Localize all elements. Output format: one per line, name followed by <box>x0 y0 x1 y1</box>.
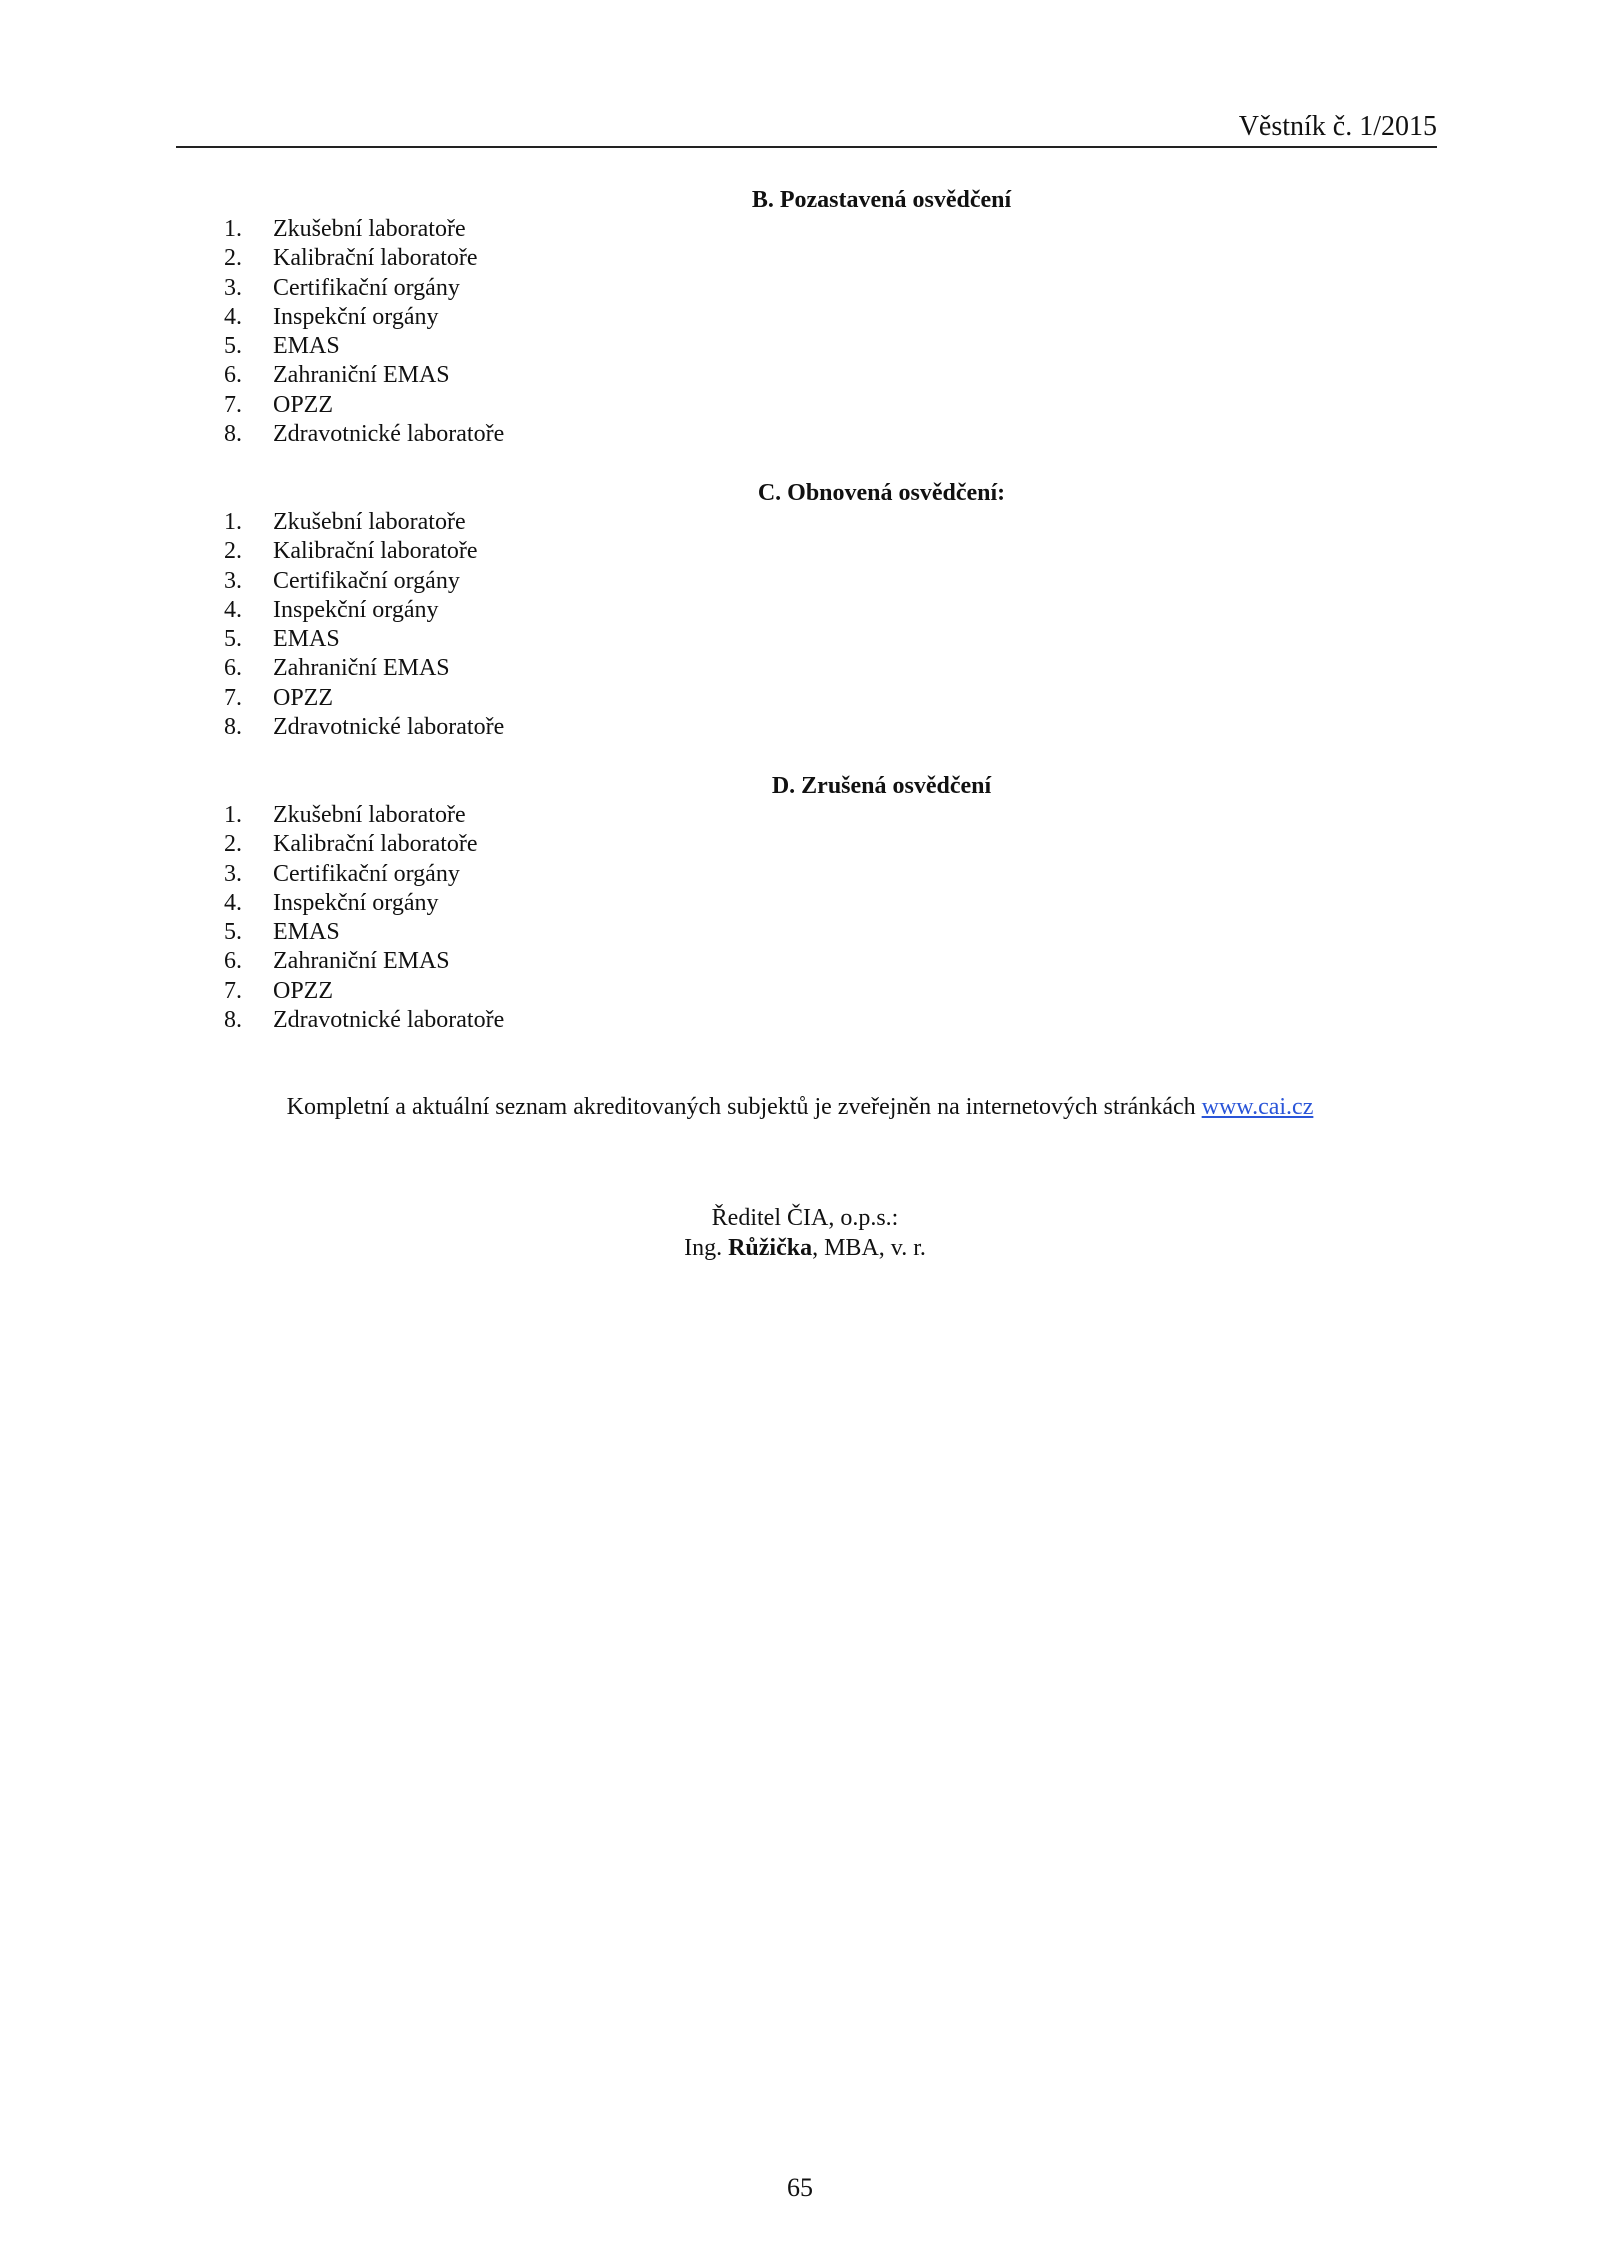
item-number: 5. <box>224 333 242 360</box>
list-item <box>176 654 1437 683</box>
item-number: 5. <box>224 626 242 653</box>
list-item <box>176 361 1437 390</box>
section-renewed <box>176 478 1437 742</box>
item-label: Certifikační orgány <box>273 567 460 594</box>
item-number: 2. <box>224 245 242 272</box>
cai-website-link[interactable]: www.cai.cz <box>1201 1094 1314 1120</box>
list-item <box>176 625 1437 654</box>
item-label: Zkušební laboratoře <box>273 509 466 535</box>
item-label: Zahraniční EMAS <box>273 655 450 682</box>
list-item <box>176 420 1437 449</box>
list-item <box>176 391 1437 420</box>
list-item <box>176 274 1437 303</box>
item-number: 7. <box>224 684 242 711</box>
item-number: 2. <box>224 831 242 858</box>
item-number: 1. <box>224 216 242 242</box>
item-number: 8. <box>224 714 242 741</box>
list-item <box>176 947 1437 976</box>
item-number: 4. <box>224 303 242 330</box>
item-label: Zdravotnické laboratoře <box>273 421 505 448</box>
section-suspended <box>176 185 1437 449</box>
list-item <box>176 567 1437 596</box>
item-number: 2. <box>224 538 242 565</box>
item-label: OPZZ <box>273 684 333 711</box>
item-number: 8. <box>224 1007 242 1034</box>
list-item <box>176 684 1437 713</box>
list-item <box>176 713 1437 742</box>
item-number: 8. <box>224 421 242 448</box>
item-label: Zahraniční EMAS <box>273 362 450 389</box>
list-item <box>176 977 1437 1006</box>
signatory-prefix: Ing. <box>684 1235 729 1261</box>
item-number: 6. <box>224 948 242 975</box>
item-list <box>176 801 1437 1035</box>
signatory-surname: Růžička <box>728 1235 813 1261</box>
list-item <box>176 1006 1437 1035</box>
item-label: Zdravotnické laboratoře <box>273 1007 505 1034</box>
signatory-title: Ředitel ČIA, o.p.s.: <box>711 1205 899 1231</box>
item-list <box>176 508 1437 742</box>
list-item <box>176 215 1437 244</box>
item-number: 1. <box>224 802 242 828</box>
item-label: Inspekční orgány <box>273 889 439 916</box>
item-label: EMAS <box>273 919 340 946</box>
list-item <box>176 830 1437 859</box>
item-label: Certifikační orgány <box>273 860 460 887</box>
list-item <box>176 596 1437 625</box>
item-number: 7. <box>224 977 242 1004</box>
item-label: Inspekční orgány <box>273 303 439 330</box>
item-label: Zahraniční EMAS <box>273 948 450 975</box>
list-item <box>176 537 1437 566</box>
list-item <box>176 332 1437 361</box>
item-number: 6. <box>224 655 242 682</box>
item-number: 4. <box>224 889 242 916</box>
list-item <box>176 303 1437 332</box>
section-heading: C. Obnovená osvědčení: <box>757 480 1006 506</box>
list-item <box>176 918 1437 947</box>
item-label: Kalibrační laboratoře <box>273 831 478 858</box>
item-label: EMAS <box>273 333 340 360</box>
list-item <box>176 801 1437 830</box>
item-number: 3. <box>224 567 242 594</box>
signatory-name-line <box>10 1233 1600 1263</box>
item-label: Zkušební laboratoře <box>273 802 466 828</box>
bulletin-title: Věstník č. 1/2015 <box>1238 111 1437 142</box>
item-number: 1. <box>224 509 242 535</box>
signatory-suffix: , MBA, v. r. <box>812 1235 926 1261</box>
item-number: 3. <box>224 274 242 301</box>
list-item <box>176 244 1437 273</box>
signature-block <box>0 1203 1600 1263</box>
item-label: OPZZ <box>273 977 333 1004</box>
item-label: Kalibrační laboratoře <box>273 245 478 272</box>
header-divider <box>176 146 1437 148</box>
list-item <box>176 889 1437 918</box>
item-number: 7. <box>224 391 242 418</box>
item-label: Zkušební laboratoře <box>273 216 466 242</box>
item-list <box>176 215 1437 449</box>
item-label: EMAS <box>273 626 340 653</box>
list-item <box>176 508 1437 537</box>
list-item <box>176 860 1437 889</box>
item-number: 5. <box>224 919 242 946</box>
item-label: Inspekční orgány <box>273 596 439 623</box>
item-number: 4. <box>224 596 242 623</box>
item-label: Zdravotnické laboratoře <box>273 714 505 741</box>
item-label: OPZZ <box>273 391 333 418</box>
section-cancelled <box>176 771 1437 1035</box>
item-label: Kalibrační laboratoře <box>273 538 478 565</box>
page-number: 65 <box>787 2173 813 2202</box>
section-heading: D. Zrušená osvědčení <box>771 773 992 799</box>
item-number: 6. <box>224 362 242 389</box>
item-label: Certifikační orgány <box>273 274 460 301</box>
item-number: 3. <box>224 860 242 887</box>
section-heading: B. Pozastavená osvědčení <box>751 187 1012 213</box>
registry-info-text: Kompletní a aktuální seznam akreditovaných subjektů je zveřejněn na internetových stránkách <box>286 1094 1202 1120</box>
registry-info-paragraph <box>0 1092 1600 1122</box>
